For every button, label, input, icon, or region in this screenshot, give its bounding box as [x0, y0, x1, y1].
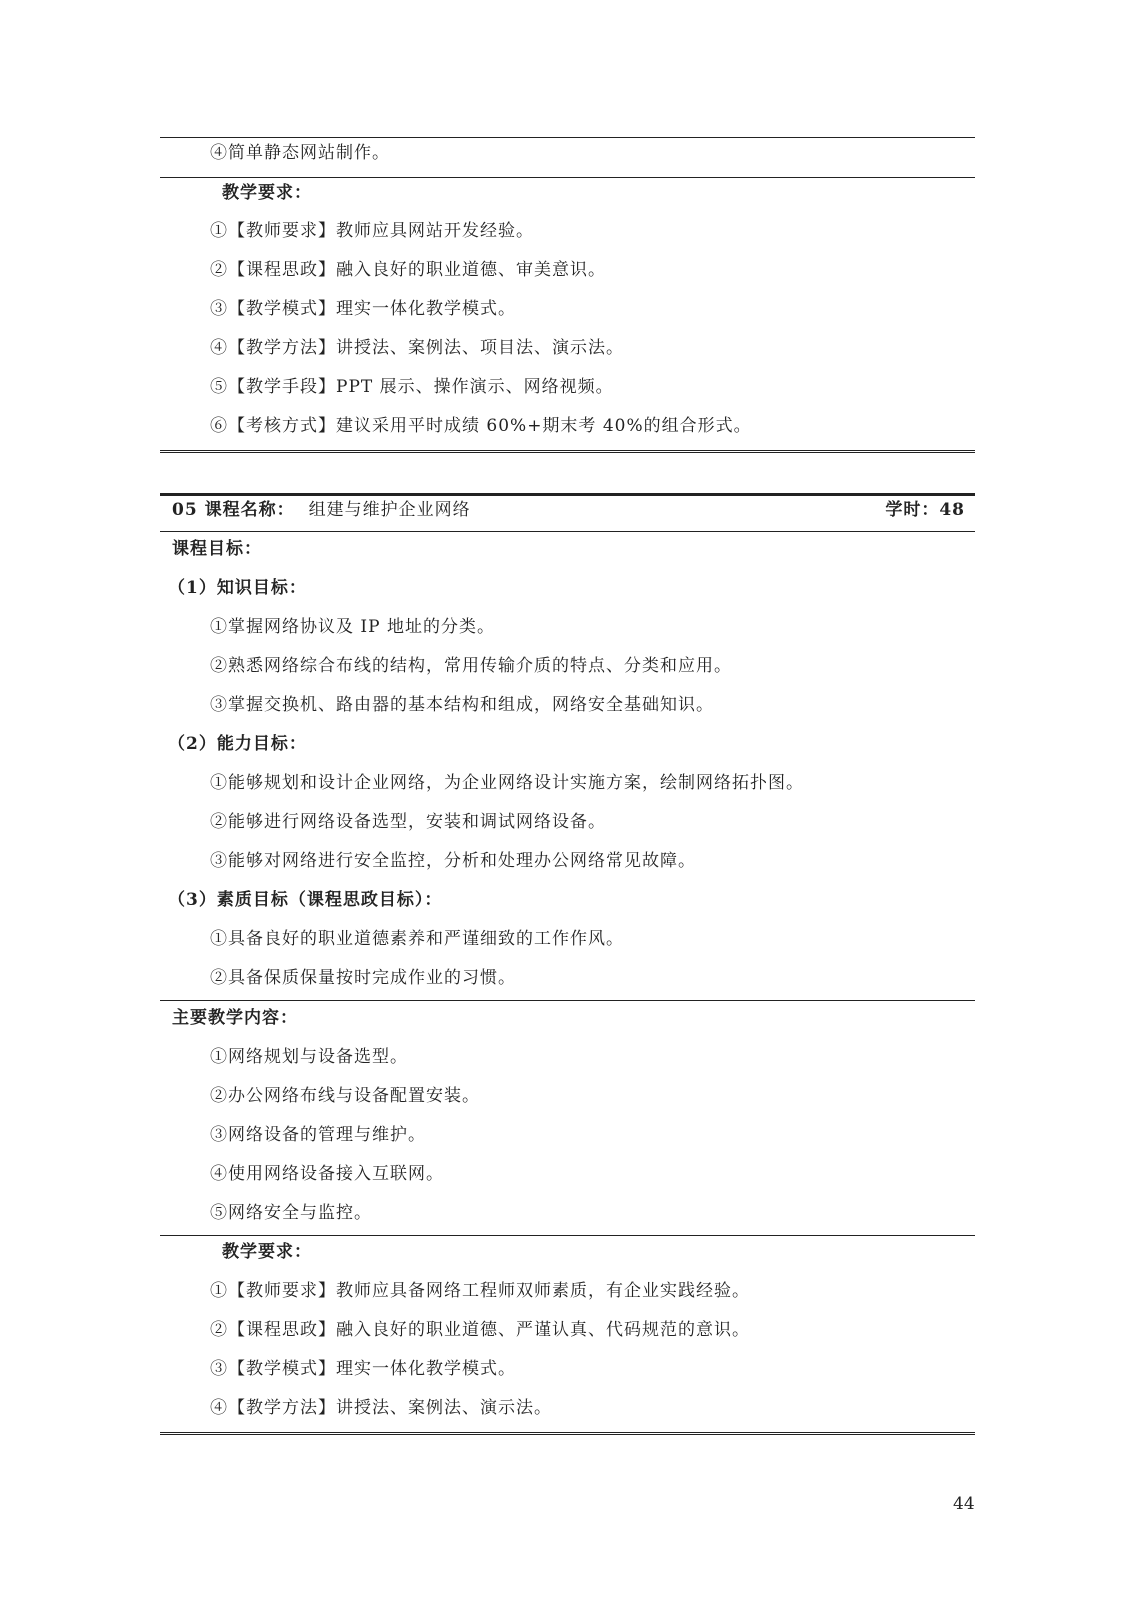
requirement-item: ⑤【教学手段】PPT 展示、操作演示、网络视频。	[210, 377, 614, 397]
requirement-item: ④【教学方法】讲授法、案例法、演示法。	[210, 1398, 552, 1418]
section-end-rule	[160, 450, 975, 453]
content-heading: 主要教学内容：	[172, 1008, 298, 1028]
requirement-item: ⑥【考核方式】建议采用平时成绩 60%+期末考 40%的组合形式。	[210, 416, 752, 436]
divider	[160, 1000, 975, 1001]
knowledge-item: ②熟悉网络综合布线的结构，常用传输介质的特点、分类和应用。	[210, 656, 732, 676]
content-item: ②办公网络布线与设备配置安装。	[210, 1086, 480, 1106]
page-number: 44	[953, 1494, 975, 1514]
content-item: ④使用网络设备接入互联网。	[210, 1164, 444, 1184]
requirement-item: ②【课程思政】融入良好的职业道德、审美意识。	[210, 260, 606, 280]
course-hours: 学时：48	[885, 500, 965, 520]
requirement-item: ④【教学方法】讲授法、案例法、项目法、演示法。	[210, 338, 624, 358]
divider	[160, 177, 975, 178]
requirements-heading: 教学要求：	[222, 1242, 312, 1262]
requirement-item: ①【教师要求】教师应具备网络工程师双师素质，有企业实践经验。	[210, 1281, 750, 1301]
quality-item: ①具备良好的职业道德素养和严谨细致的工作作风。	[210, 929, 624, 949]
divider	[160, 531, 975, 532]
ability-heading: （2）能力目标：	[168, 734, 307, 754]
requirement-item: ②【课程思政】融入良好的职业道德、严谨认真、代码规范的意识。	[210, 1320, 750, 1340]
content-item: ①网络规划与设备选型。	[210, 1047, 408, 1067]
content-item: ④简单静态网站制作。	[210, 143, 390, 163]
course-name-row	[172, 498, 471, 522]
requirements-heading: 教学要求：	[222, 183, 312, 203]
knowledge-item: ①掌握网络协议及 IP 地址的分类。	[210, 617, 495, 637]
quality-item: ②具备保质保量按时完成作业的习惯。	[210, 968, 516, 988]
course-name-label: 05 课程名称：	[172, 500, 295, 520]
course-name-value: 组建与维护企业网络	[308, 500, 471, 520]
content-item: ⑤网络安全与监控。	[210, 1203, 372, 1223]
knowledge-item: ③掌握交换机、路由器的基本结构和组成，网络安全基础知识。	[210, 695, 714, 715]
requirement-item: ③【教学模式】理实一体化教学模式。	[210, 299, 516, 319]
requirement-item: ①【教师要求】教师应具网站开发经验。	[210, 221, 534, 241]
quality-heading: （3）素质目标（课程思政目标）：	[168, 890, 443, 910]
knowledge-heading: （1）知识目标：	[168, 578, 307, 598]
ability-item: ①能够规划和设计企业网络，为企业网络设计实施方案，绘制网络拓扑图。	[210, 773, 804, 793]
top-rule	[160, 137, 975, 138]
goals-heading: 课程目标：	[172, 539, 262, 559]
ability-item: ③能够对网络进行安全监控，分析和处理办公网络常见故障。	[210, 851, 696, 871]
ability-item: ②能够进行网络设备选型，安装和调试网络设备。	[210, 812, 606, 832]
requirement-item: ③【教学模式】理实一体化教学模式。	[210, 1359, 516, 1379]
section-end-rule	[160, 1432, 975, 1435]
content-item: ③网络设备的管理与维护。	[210, 1125, 426, 1145]
course-top-rule	[160, 493, 975, 496]
divider	[160, 1235, 975, 1236]
